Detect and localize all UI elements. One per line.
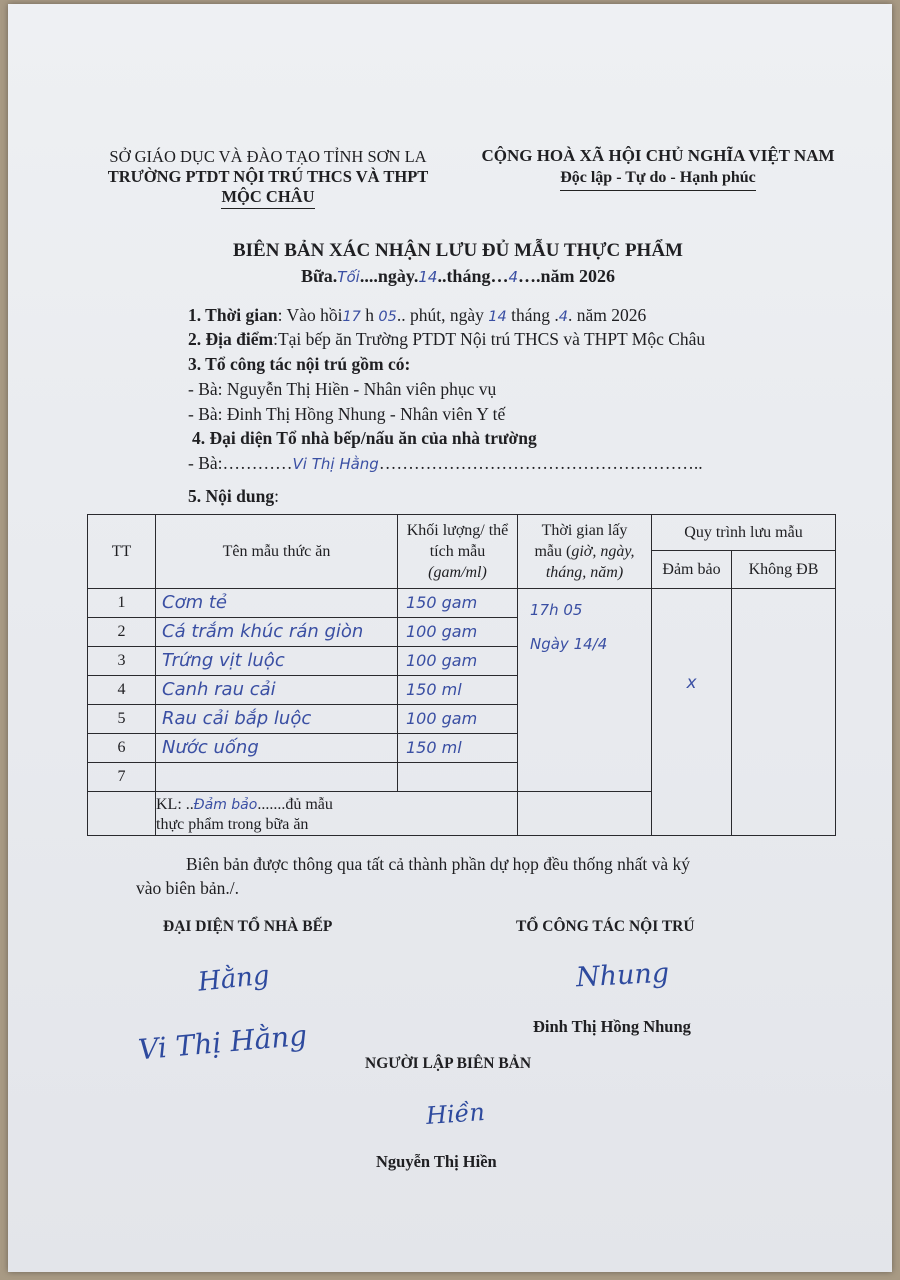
section-content: 5. Nội dung:: [188, 486, 279, 506]
meal-value: Tối: [337, 268, 360, 286]
food-qty: 100 gam: [406, 709, 478, 728]
table-row: 7: [88, 763, 836, 792]
sample-time-date: Ngày 14/4: [530, 635, 608, 653]
kitchen-signature-short: Hằng: [196, 960, 271, 998]
kitchen-rep-suffix: ………………………………………………..: [378, 453, 703, 473]
day-value: 14: [418, 268, 438, 286]
conclusion-value: Đảm bảo: [193, 797, 258, 813]
closing-line-2: vào biên bản./.: [136, 878, 240, 898]
author-name: Nguyễn Thị Hiền: [376, 1152, 497, 1171]
national-motto: Độc lập - Tự do - Hạnh phúc: [560, 167, 756, 191]
col-header-process: Quy trình lưu mẫu: [652, 515, 836, 551]
food-name: [156, 764, 397, 790]
time-text-e: . năm 2026: [567, 305, 647, 325]
col-header-notok: Không ĐB: [732, 551, 836, 589]
team-member-1: - Bà: Nguyễn Thị Hiền - Nhân viên phục vụ: [188, 379, 497, 399]
national-header: [468, 145, 848, 191]
conclusion-cell: KL: ..Đảm bảo.......đủ mẫu thực phẩm trong bữa ăn: [156, 792, 518, 836]
table-row: 4 Canh rau cải 150 ml: [88, 676, 836, 705]
food-qty: 150 ml: [406, 738, 462, 757]
year-text: ….năm 2026: [518, 266, 616, 286]
food-qty: 150 gam: [406, 593, 478, 612]
time-day: 14: [488, 309, 507, 325]
kitchen-rep-title: ĐẠI DIỆN TỔ NHÀ BẾP: [163, 918, 333, 935]
national-title: CỘNG HOÀ XÃ HỘI CHỦ NGHĨA VIỆT NAM: [481, 146, 835, 165]
food-name: Cá trắm khúc rán giòn: [162, 621, 364, 642]
sample-time-hour: 17h 05: [530, 601, 583, 619]
kitchen-rep-name: Vi Thị Hằng: [292, 455, 379, 473]
food-name: Nước uống: [162, 737, 259, 758]
col-header-time: Thời gian lấy mẫu (giờ, ngày, tháng, năm): [518, 515, 652, 589]
time-text-b: h: [360, 305, 379, 325]
author-signature: Hiền: [425, 1097, 486, 1131]
document-title: BIÊN BẢN XÁC NHẬN LƯU ĐỦ MẪU THỰC PHẨM: [232, 240, 683, 261]
table-row: 2 Cá trắm khúc rán giòn 100 gam: [88, 618, 836, 647]
col-header-tt: TT: [88, 515, 156, 589]
table-row: 1 Cơm tẻ 150 gam 17h 05 Ngày 14/4 x: [88, 589, 836, 618]
agency-header: [88, 147, 448, 209]
agency-department: SỞ GIÁO DỤC VÀ ĐÀO TẠO TỈNH SƠN LA: [109, 147, 427, 166]
day-prefix: ....ngày.: [359, 266, 419, 286]
food-name: Canh rau cải: [162, 679, 276, 700]
food-qty: 150 ml: [406, 680, 462, 699]
table-row: 6 Nước uống 150 ml: [88, 734, 836, 763]
meal-date-line: [8, 266, 900, 287]
section-kitchen-label: 4. Đại diện Tổ nhà bếp/nấu ăn của nhà trường: [192, 428, 537, 448]
month-prefix: ..tháng…: [437, 266, 509, 286]
notok-cell: [732, 589, 836, 836]
time-text-d: tháng .: [506, 305, 559, 325]
food-qty: 100 gam: [406, 622, 478, 641]
col-header-name: Tên mẫu thức ăn: [156, 515, 398, 589]
section-time-label: 1. Thời gian: [188, 305, 278, 325]
kitchen-signature-full: Vi Thị Hằng: [136, 1018, 309, 1067]
ok-mark: x: [686, 673, 697, 693]
section-location: [188, 329, 705, 350]
ok-cell: [652, 589, 732, 836]
boarding-signer-name: Đinh Thị Hồng Nhung: [533, 1017, 691, 1036]
food-name: Rau cải bắp luộc: [162, 708, 312, 729]
location-text: :Tại bếp ăn Trường PTDT Nội trú THCS và THPT Mộc Châu: [273, 329, 706, 349]
time-hour: 17: [342, 309, 361, 325]
food-qty: [398, 764, 517, 790]
col-header-ok: Đảm bảo: [652, 551, 732, 589]
school-name-line1: TRƯỜNG PTDT NỘI TRÚ THCS VÀ THPT: [107, 167, 429, 186]
kitchen-rep-prefix: - Bà:…………: [188, 453, 293, 473]
paper-sheet: [8, 4, 892, 1272]
table-row: 3 Trứng vịt luộc 100 gam: [88, 647, 836, 676]
time-minute: 05: [378, 309, 397, 325]
section-content-label: 5. Nội dung: [188, 486, 275, 506]
kitchen-rep-line: [188, 453, 703, 474]
section-time: [188, 305, 646, 326]
section-location-label: 2. Địa điểm: [188, 329, 274, 349]
closing-line-1: Biên bản được thông qua tất cả thành phần dự họp đều thống nhất và ký: [186, 854, 691, 874]
col-header-qty: Khối lượng/ thể tích mẫu (gam/ml): [398, 515, 518, 589]
section-team-label: 3. Tổ công tác nội trú gồm có:: [188, 354, 411, 374]
month-value: 4: [508, 268, 518, 286]
food-name: Cơm tẻ: [162, 592, 227, 613]
food-name: Trứng vịt luộc: [162, 650, 285, 671]
sample-time-cell: [518, 589, 652, 792]
author-title: NGƯỜI LẬP BIÊN BẢN: [365, 1055, 532, 1072]
time-text-a: : Vào hồi: [277, 305, 343, 325]
food-sample-table: [87, 514, 836, 836]
time-month: 4: [558, 309, 568, 325]
school-name-line2: MỘC CHÂU: [221, 187, 314, 209]
boarding-team-title: TỔ CÔNG TÁC NỘI TRÚ: [516, 918, 695, 935]
food-qty: 100 gam: [406, 651, 478, 670]
table-row: 5 Rau cải bắp luộc 100 gam: [88, 705, 836, 734]
team-member-2: - Bà: Đinh Thị Hồng Nhung - Nhân viên Y tế: [188, 404, 506, 424]
boarding-signature: Nhung: [575, 957, 670, 994]
meal-prefix: Bữa.: [300, 266, 338, 286]
time-text-c: .. phút, ngày: [396, 305, 489, 325]
